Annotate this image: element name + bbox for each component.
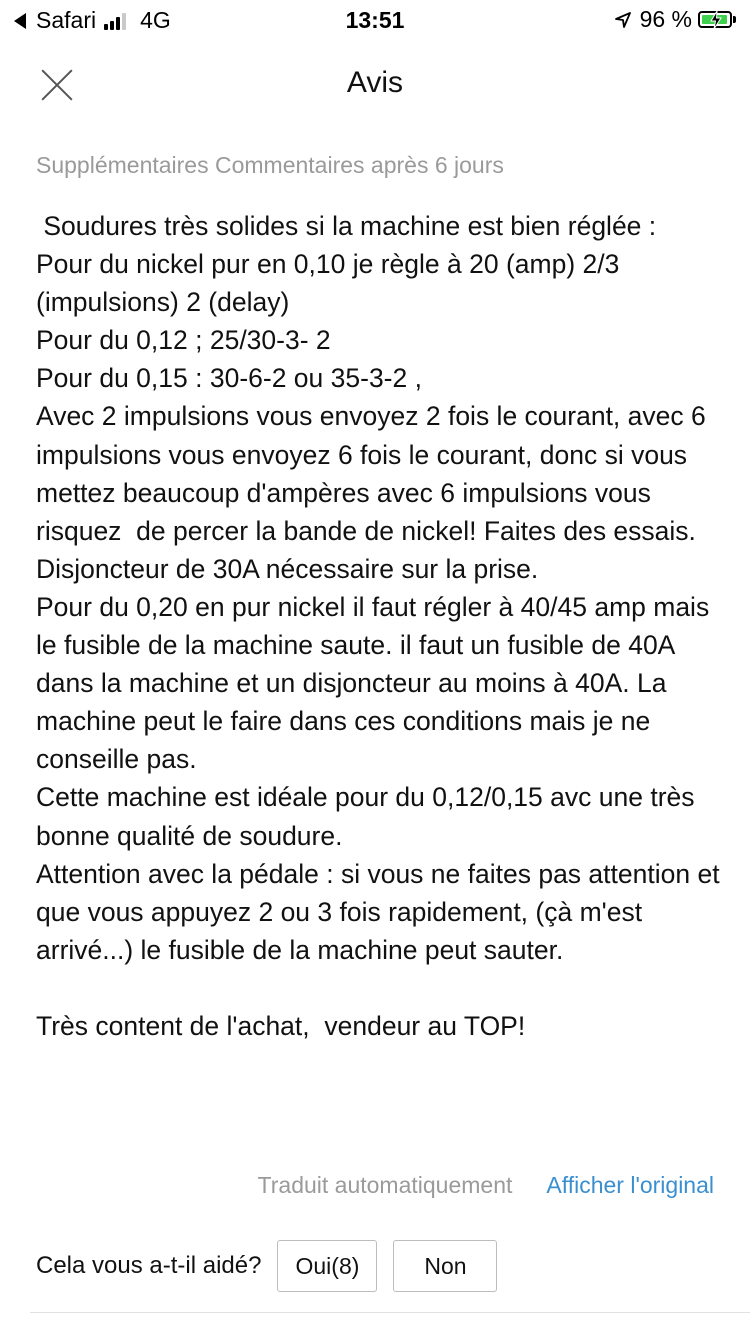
location-arrow-icon (614, 11, 632, 29)
battery-percent: 96 % (639, 6, 692, 32)
auto-translated-label: Traduit automatiquement (257, 1172, 513, 1198)
helpful-row (36, 1240, 513, 1292)
battery-cap (733, 16, 736, 23)
status-right (614, 6, 736, 33)
network-type: 4G (140, 7, 171, 33)
show-original-link[interactable]: Afficher l'original (546, 1172, 714, 1198)
status-time: 13:51 (345, 7, 405, 33)
review-body: Soudures très solides si la machine est bien réglée : Pour du nickel pur en 0,10 je règle à 20 (amp) 2/3 (impulsions) 2 (delay) Pour du 0,12 ; 25/30-3- 2 Pour du 0,15 : 30-6-2 ou 35-3-2 , Avec 2 impulsions vous envoyez 2 fois le courant, avec 6 impulsions vous envoyez 6 fois le courant, donc si vous mettez beaucoup d'ampères avec 6 impulsions vous risquez de percer la bande de nickel! Faites des essais. Disjoncteur de 30A nécessaire sur la prise. Pour du 0,20 en pur nickel il faut régler à 40/45 amp mais le fusible de la machine saute. il faut un fusible de 40A dans la machine et un disjoncteur au moins à 40A. La machine peut le faire dans ces conditions mais je ne conseille pas. Cette machine est idéale pour du 0,12/0,15 avc une très bonne qualité de soudure. Attention avec la pédale : si vous ne faites pas attention et que vous appuyez 2 ou 3 fois rapidement, (çà m'est arrivé...) le fusible de la machine peut sauter. Très content de l'achat, vendeur au TOP! (36, 211, 720, 1041)
status-bar (0, 0, 750, 40)
page-title: Avis (346, 66, 404, 99)
charging-bolt-icon (710, 11, 722, 29)
header (0, 44, 750, 124)
back-app-label[interactable]: Safari (36, 7, 97, 33)
review-meta: Supplémentaires Commentaires après 6 jours (36, 152, 504, 178)
battery-icon (698, 11, 732, 28)
helpful-question: Cela vous a-t-il aidé? (36, 1252, 262, 1279)
helpful-no-button[interactable]: Non (393, 1240, 497, 1292)
translation-row (258, 1172, 714, 1199)
bottom-divider (30, 1312, 750, 1313)
helpful-yes-button[interactable]: Oui(8) (277, 1240, 377, 1292)
